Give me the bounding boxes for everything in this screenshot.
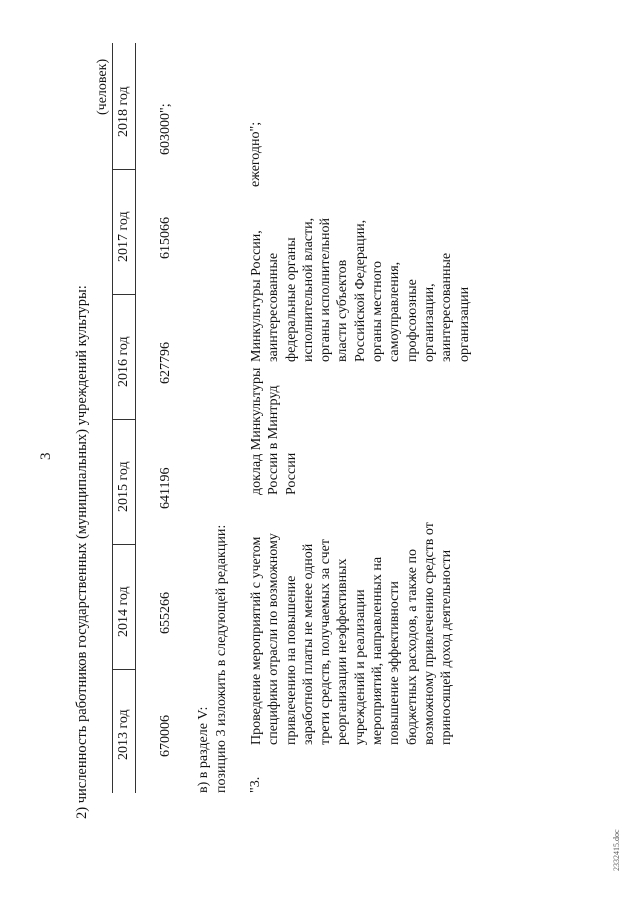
text-line: заинтересованные: [439, 252, 455, 362]
footer-filename: 2332415.doc: [612, 829, 621, 871]
text-line: учреждений и реализации: [352, 589, 368, 745]
measure-text: [248, 500, 456, 745]
result-text: [248, 365, 300, 495]
value-cell: 615066: [158, 217, 173, 259]
text-line: возможному привлечению средств от: [421, 522, 437, 745]
year-header: 2017 год: [116, 211, 131, 262]
text-line: Минкультуры России,: [249, 230, 264, 362]
text-line: России: [283, 452, 299, 495]
text-line: мероприятий, направленных на: [370, 556, 386, 745]
text-line: Российской Федерации,: [352, 219, 368, 362]
text-line: организации,: [421, 283, 437, 362]
value-cell: 670006: [158, 715, 173, 757]
text-line: заинтересованные: [266, 252, 282, 362]
text-line: профсоюзные: [404, 279, 420, 362]
text-line: органы исполнительной: [318, 217, 334, 362]
text-line: доклад Минкультуры: [249, 367, 264, 495]
text-line: России в Минтруд: [266, 385, 282, 495]
year-header: 2013 год: [116, 709, 131, 760]
col-divider: [112, 169, 136, 170]
col-divider: [112, 669, 136, 670]
text-line: заработной платы не менее одной: [300, 543, 316, 745]
table-header-rule: [135, 43, 136, 793]
year-header: 2016 год: [116, 336, 131, 387]
text-line: власти субъектов: [335, 259, 351, 362]
year-header: 2018 год: [116, 86, 131, 137]
text-line: Проведение мероприятий с учетом: [249, 536, 264, 745]
text-line: бюджетных расходов, а также по: [404, 549, 420, 745]
text-line: самоуправления,: [387, 261, 403, 362]
text-line: трети средств, получаемых за счет: [318, 538, 334, 745]
section-v-title: в) в разделе V:: [196, 706, 211, 793]
value-cell: 655266: [158, 592, 173, 634]
text-line: привлечению на повышение: [283, 575, 299, 745]
table-top-rule: [112, 43, 113, 793]
text-line: приносящей доход деятельности: [439, 549, 455, 745]
text-line: организации: [456, 286, 472, 362]
text-line: реорганизации неэффективных: [335, 558, 351, 745]
section-v-instruction: позицию 3 изложить в следующей редакции:: [214, 524, 229, 793]
section-heading: 2) численность работников государственных (муниципальных) учреждений культуры:: [74, 285, 90, 819]
position-number: "3.: [248, 776, 263, 793]
value-cell: 627796: [158, 342, 173, 384]
page-number: 3: [38, 452, 54, 460]
year-header: 2014 год: [116, 586, 131, 637]
text-line: органы местного: [370, 261, 386, 362]
year-header: 2015 год: [116, 461, 131, 512]
unit-label: (человек): [95, 58, 110, 115]
col-divider: [112, 419, 136, 420]
value-cell: 641196: [158, 467, 173, 509]
value-cell: 603000";: [158, 103, 173, 155]
executors-text: [248, 192, 473, 362]
text-line: исполнительной власти,: [300, 217, 316, 362]
text-line: специфики отрасли по возможному: [266, 533, 282, 745]
text-line: федеральные органы: [283, 237, 299, 362]
col-divider: [112, 544, 136, 545]
text-line: повышение эффективности: [387, 581, 403, 745]
deadline-text: ежегодно";: [248, 121, 263, 187]
col-divider: [112, 294, 136, 295]
